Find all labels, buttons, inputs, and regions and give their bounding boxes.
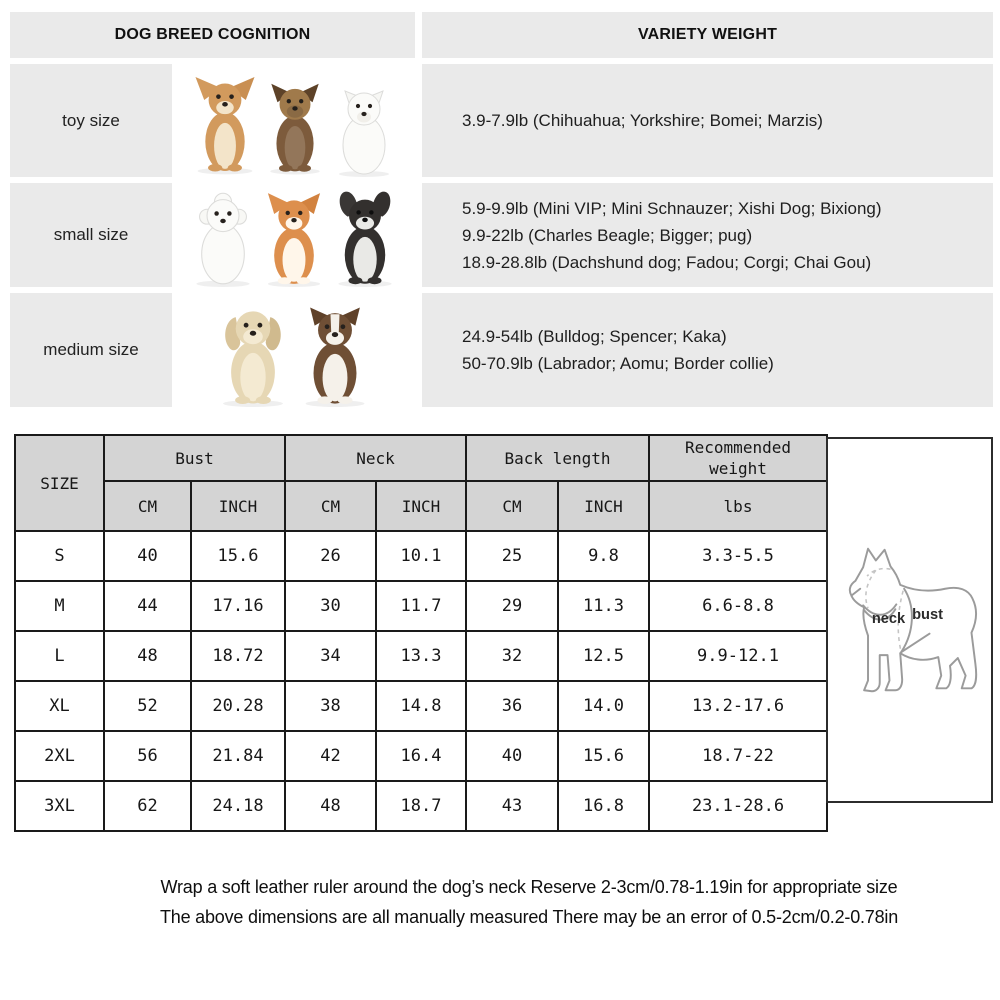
back-cm-header: CM bbox=[466, 481, 558, 531]
pomeranian-icon bbox=[330, 85, 398, 177]
size-row-l bbox=[15, 631, 827, 681]
medium-size-weights bbox=[422, 293, 993, 407]
size-row-2xl bbox=[15, 731, 827, 781]
neck-inch-cell: 13.3 bbox=[376, 631, 466, 681]
bust-measure-label: bust bbox=[912, 607, 943, 624]
weight-line: 24.9-54lb (Bulldog; Spencer; Kaka) bbox=[462, 327, 727, 346]
neck-cm-cell: 30 bbox=[285, 581, 376, 631]
lbs-cell: 13.2-17.6 bbox=[649, 681, 827, 731]
bust-cm-cell: 48 bbox=[104, 631, 191, 681]
table-header-row-2 bbox=[15, 481, 827, 531]
weight-line: 3.9-7.9lb (Chihuahua; Yorkshire; Bomei; Marzis) bbox=[462, 111, 823, 130]
bust-cm-cell: 52 bbox=[104, 681, 191, 731]
size-cell: M bbox=[15, 581, 104, 631]
neck-cm-header: CM bbox=[285, 481, 376, 531]
breed-section-header: DOG BREED COGNITION bbox=[10, 12, 415, 58]
size-cell: L bbox=[15, 631, 104, 681]
size-row-m bbox=[15, 581, 827, 631]
bust-cm-cell: 40 bbox=[104, 531, 191, 581]
lbs-cell: 9.9-12.1 bbox=[649, 631, 827, 681]
lbs-cell: 6.6-8.8 bbox=[649, 581, 827, 631]
neck-inch-cell: 14.8 bbox=[376, 681, 466, 731]
breed-row-label-medium: medium size bbox=[10, 293, 172, 407]
medium-size-dog-photos bbox=[172, 293, 415, 407]
bust-inch-cell: 15.6 bbox=[191, 531, 285, 581]
back-length-column-header: Back length bbox=[466, 435, 649, 481]
weight-line: 18.9-28.8lb (Dachshund dog; Fadou; Corgi; Chai Gou) bbox=[462, 252, 872, 272]
bust-cm-cell: 44 bbox=[104, 581, 191, 631]
back-inch-header: INCH bbox=[558, 481, 649, 531]
size-cell: 3XL bbox=[15, 781, 104, 831]
bust-cm-header: CM bbox=[104, 481, 191, 531]
bust-inch-cell: 18.72 bbox=[191, 631, 285, 681]
table-header-row-1 bbox=[15, 435, 827, 481]
french-bulldog-icon bbox=[330, 189, 400, 287]
neck-measure-label: neck bbox=[871, 610, 906, 627]
bust-inch-cell: 20.28 bbox=[191, 681, 285, 731]
neck-inch-cell: 11.7 bbox=[376, 581, 466, 631]
neck-inch-cell: 10.1 bbox=[376, 531, 466, 581]
variety-weight-header: VARIETY WEIGHT bbox=[422, 12, 993, 58]
neck-cm-cell: 48 bbox=[285, 781, 376, 831]
measurement-notes bbox=[0, 872, 1000, 932]
breed-row-label-small: small size bbox=[10, 183, 172, 287]
neck-cm-cell: 34 bbox=[285, 631, 376, 681]
neck-inch-cell: 16.4 bbox=[376, 731, 466, 781]
back-cm-cell: 40 bbox=[466, 731, 558, 781]
size-row-s bbox=[15, 531, 827, 581]
neck-inch-header: INCH bbox=[376, 481, 466, 531]
bust-inch-header: INCH bbox=[191, 481, 285, 531]
small-size-weights bbox=[422, 183, 993, 287]
bust-inch-cell: 24.18 bbox=[191, 781, 285, 831]
size-column-header: SIZE bbox=[15, 435, 104, 531]
back-inch-cell: 11.3 bbox=[558, 581, 649, 631]
size-row-3xl bbox=[15, 781, 827, 831]
lbs-cell: 18.7-22 bbox=[649, 731, 827, 781]
note-line-1: Wrap a soft leather ruler around the dog’s neck Reserve 2-3cm/0.78-1.19in for appropriate size bbox=[160, 877, 898, 897]
back-inch-cell: 9.8 bbox=[558, 531, 649, 581]
lbs-cell: 3.3-5.5 bbox=[649, 531, 827, 581]
size-table-section bbox=[14, 434, 828, 832]
size-cell: S bbox=[15, 531, 104, 581]
neck-cm-cell: 26 bbox=[285, 531, 376, 581]
lbs-header: lbs bbox=[649, 481, 827, 531]
chihuahua-icon bbox=[190, 71, 260, 177]
measurement-diagram-box bbox=[826, 437, 993, 803]
size-cell: XL bbox=[15, 681, 104, 731]
back-cm-cell: 32 bbox=[466, 631, 558, 681]
note-line-2: The above dimensions are all manually measured There may be an error of 0.5-2cm/0.2-0.78in bbox=[159, 907, 899, 927]
neck-cm-cell: 42 bbox=[285, 731, 376, 781]
recommended-weight-label: Recommended weight bbox=[685, 438, 791, 478]
recommended-weight-column-header bbox=[649, 435, 827, 481]
corgi-icon bbox=[260, 191, 328, 287]
measurement-dog-diagram bbox=[828, 439, 991, 801]
weight-line: 9.9-22lb (Charles Beagle; Bigger; pug) bbox=[462, 225, 753, 245]
size-table bbox=[14, 434, 828, 832]
bust-column-header: Bust bbox=[104, 435, 285, 481]
back-cm-cell: 25 bbox=[466, 531, 558, 581]
size-row-xl bbox=[15, 681, 827, 731]
bichon-icon bbox=[188, 189, 258, 287]
weight-line: 5.9-9.9lb (Mini VIP; Mini Schnauzer; Xishi Dog; Bixiong) bbox=[462, 198, 882, 218]
labrador-icon bbox=[213, 301, 293, 407]
bust-inch-cell: 21.84 bbox=[191, 731, 285, 781]
small-size-dog-photos bbox=[172, 183, 415, 287]
size-cell: 2XL bbox=[15, 731, 104, 781]
bust-inch-cell: 17.16 bbox=[191, 581, 285, 631]
back-inch-cell: 14.0 bbox=[558, 681, 649, 731]
back-cm-cell: 36 bbox=[466, 681, 558, 731]
back-inch-cell: 15.6 bbox=[558, 731, 649, 781]
bust-cm-cell: 62 bbox=[104, 781, 191, 831]
neck-column-header: Neck bbox=[285, 435, 466, 481]
back-inch-cell: 16.8 bbox=[558, 781, 649, 831]
bust-cm-cell: 56 bbox=[104, 731, 191, 781]
toy-size-weights bbox=[422, 64, 993, 177]
lbs-cell: 23.1-28.6 bbox=[649, 781, 827, 831]
neck-cm-cell: 38 bbox=[285, 681, 376, 731]
back-cm-cell: 29 bbox=[466, 581, 558, 631]
neck-inch-cell: 18.7 bbox=[376, 781, 466, 831]
weight-line: 50-70.9lb (Labrador; Aomu; Border collie) bbox=[462, 354, 774, 373]
back-inch-cell: 12.5 bbox=[558, 631, 649, 681]
border-collie-icon bbox=[295, 303, 375, 407]
yorkshire-terrier-icon bbox=[262, 77, 328, 177]
back-cm-cell: 43 bbox=[466, 781, 558, 831]
toy-size-dog-photos bbox=[172, 64, 415, 177]
breed-row-label-toy: toy size bbox=[10, 64, 172, 177]
